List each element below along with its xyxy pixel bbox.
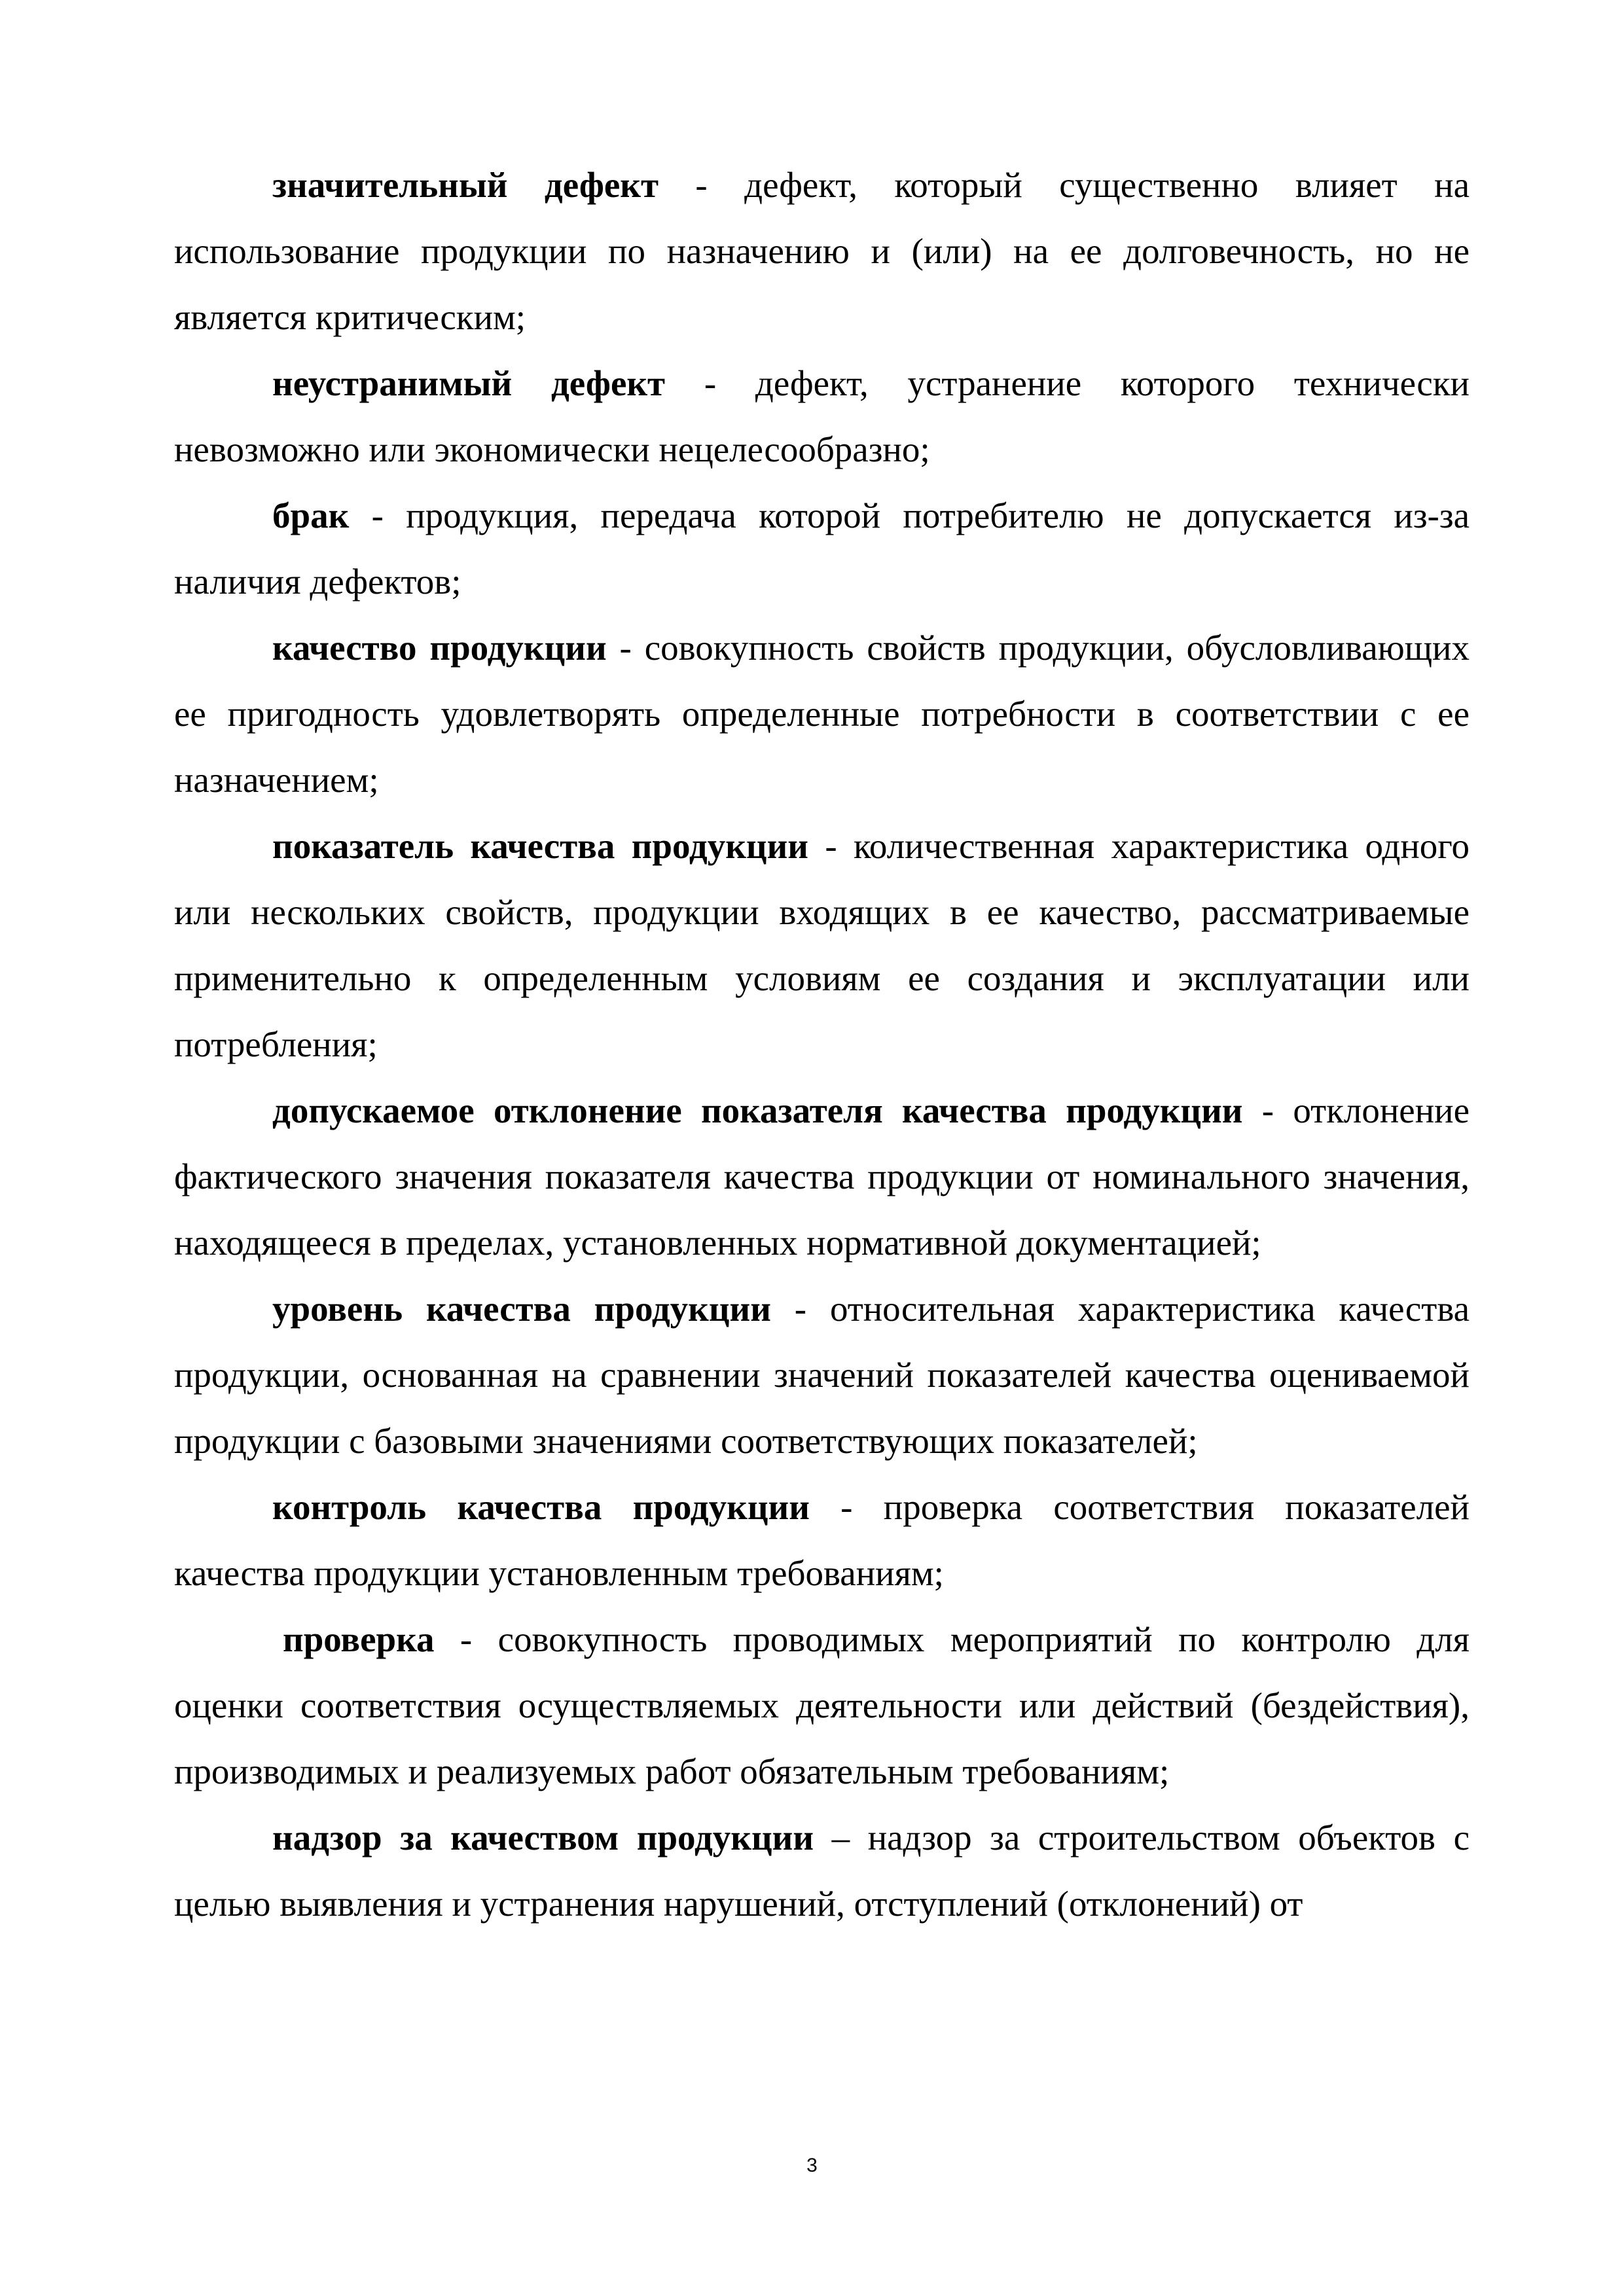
definition-text: - отклонение фактического значения показателя качества продукции от номинального значения, находящееся в пределах, установленных нормативной документацией;	[174, 1090, 1470, 1263]
definition-text: - относительная характеристика качества продукции, основанная на сравнении значений показателей качества оцениваемой продукции с базовыми значениями соответствующих показателей;	[174, 1289, 1470, 1461]
definition-text: - совокупность проводимых мероприятий по контролю для оценки соответствия осуществляемых деятельности или действий (бездействия), производимых и реализуемых работ обязательным требованиям;	[174, 1619, 1470, 1791]
definition-term: надзор за качеством продукции	[272, 1818, 814, 1857]
definition-paragraph	[174, 813, 1470, 1077]
definition-term: контроль качества продукции	[272, 1487, 810, 1527]
page-number: 3	[806, 2155, 818, 2176]
definition-term: брак	[272, 495, 350, 535]
definition-term: качество продукции	[272, 628, 607, 668]
definition-paragraph	[174, 152, 1470, 350]
definition-term: значительный дефект	[272, 165, 659, 205]
definition-term: проверка	[283, 1619, 435, 1659]
definition-text: – надзор за строительством объектов с целью выявления и устранения нарушений, отступлений (отклонений) от	[174, 1818, 1470, 1924]
definition-paragraph	[174, 615, 1470, 813]
definition-paragraph	[174, 1077, 1470, 1276]
document-body	[174, 152, 1470, 1937]
definition-term: показатель качества продукции	[272, 826, 808, 866]
definition-paragraph	[174, 1804, 1470, 1937]
definition-text: - проверка соответствия показателей качества продукции установленным требованиям;	[174, 1487, 1470, 1593]
definition-term: допускаемое отклонение показателя качества продукции	[272, 1090, 1243, 1130]
definition-term: неустранимый дефект	[272, 363, 666, 403]
definition-text: - количественная характеристика одного или нескольких свойств, продукции входящих в ее качество, рассматриваемые применительно к определенным условиям ее создания и эксплуатации или потребления;	[174, 826, 1470, 1064]
definition-text: - продукция, передача которой потребителю не допускается из-за наличия дефектов;	[174, 495, 1470, 601]
definition-paragraph	[174, 1474, 1470, 1606]
definition-paragraph	[174, 350, 1470, 482]
definition-text: - совокупность свойств продукции, обусловливающих ее пригодность удовлетворять определенные потребности в соответствии с ее назначением;	[174, 628, 1470, 800]
definition-text: - дефект, устранение которого технически невозможно или экономически нецелесообразно;	[174, 363, 1470, 469]
definition-paragraph	[174, 482, 1470, 615]
definition-paragraph	[174, 1276, 1470, 1474]
definition-text: - дефект, который существенно влияет на использование продукции по назначению и (или) на ее долговечность, но не является критическим;	[174, 165, 1470, 337]
definition-term: уровень качества продукции	[272, 1289, 771, 1329]
definition-paragraph	[174, 1606, 1470, 1804]
